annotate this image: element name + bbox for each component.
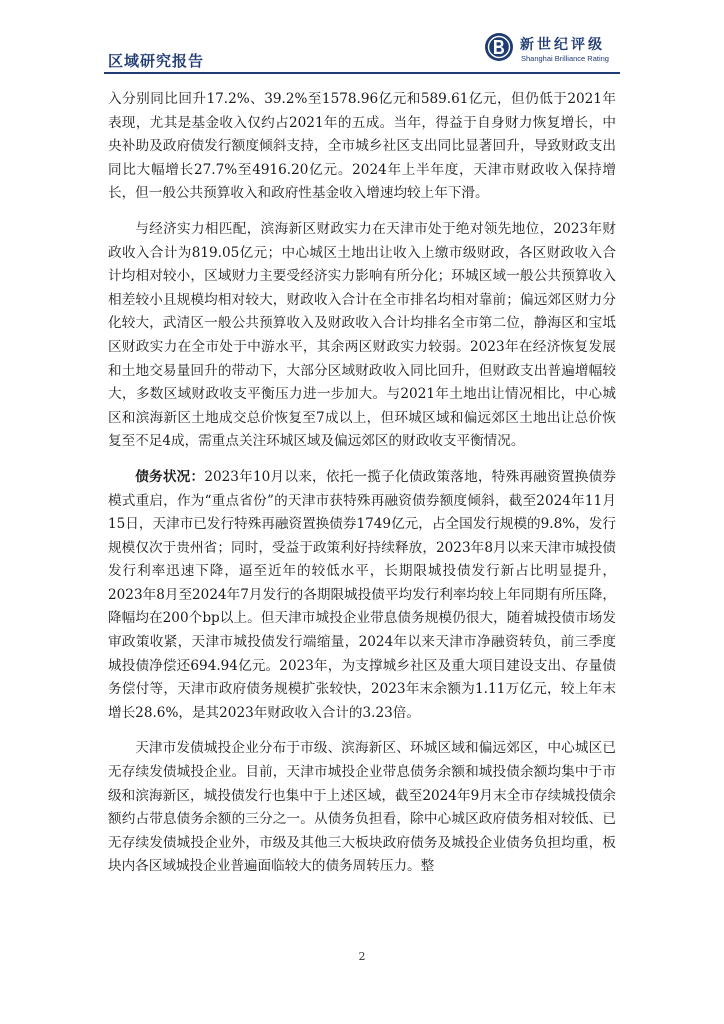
- report-body: [108, 88, 616, 891]
- brilliance-logo-icon: [484, 32, 514, 62]
- body-paragraph: [108, 218, 616, 454]
- paragraph-text: 与经济实力相匹配，滨海新区财政实力在天津市处于绝对领先地位，2023年财政收入合计为819.05亿元；中心城区土地出让收入上缴市级财政，各区财政收入合计均相对较小，区域财力主要受经济实力影响有所分化；环城区域一般公共预算收入相差较小且规模均相对较大，财政收入合计在全市排名均相对靠前；偏远郊区财力分化较大，武清区一般公共预算收入及财政收入合计均排名全市第二位，静海区和宝坻区财政实力在全市处于中游水平，其余两区财政实力较弱。2023年在经济恢复发展和土地交易量回升的带动下，大部分区域财政收入同比回升，但财政支出普遍增幅较大，多数区域财政收支平衡压力进一步加大。与2021年土地出让情况相比，中心城区和滨海新区土地成交总价恢复至7成以上，但环城区域和偏远郊区土地出让总价恢复至不足4成，需重点关注环城区域及偏远郊区的财政收支平衡情况。: [108, 220, 616, 450]
- logo-name-en: Shanghai Brilliance Rating: [521, 54, 609, 63]
- body-paragraph: [108, 88, 616, 206]
- paragraph-text: 天津市发债城投企业分布于市级、滨海新区、环城区域和偏远郊区，中心城区已无存续发债城投企业。目前，天津市城投企业带息债务余额和城投债余额均集中于市级和滨海新区，城投债发行也集中于上述区域，截至2024年9月末全市存续城投债余额约占带息债务余额的三分之一。从债务负担看，除中心城区政府债务相对较低、已无存续发债城投企业外，市级及其他三大板块政府债务及城投企业债务负担均重，板块内各区域城投企业普遍面临较大的债务周转压力。整: [108, 740, 616, 875]
- company-logo: [484, 30, 624, 70]
- header-divider: [104, 72, 620, 74]
- body-paragraph: [108, 737, 616, 879]
- logo-name-cn: 新世纪评级: [520, 37, 605, 53]
- page-header: [0, 0, 724, 78]
- paragraph-text: 入分别同比回升17.2%、39.2%至1578.96亿元和589.61亿元，但仍低于2021年表现，尤其是基金收入仅约占2021年的五成。当年，得益于自身财力恢复增长，中央补助及政府债发行额度倾斜支持，全市城乡社区支出同比显著回升，导致财政支出同比大幅增长27.7%至4916.20亿元。2024年上半年度，天津市财政收入保持增长，但一般公共预算收入和政府性基金收入增速均较上年下滑。: [108, 91, 616, 202]
- paragraph-text: 2023年10月以来，依托一揽子化债政策落地，特殊再融资置换债券模式重启，作为“重点省份”的天津市获特殊再融资债券额度倾斜，截至2024年11月15日，天津市已发行特殊再融资置换债券1749亿元，占全国发行规模的9.8%，发行规模仅次于贵州省；同时，受益于政策利好持续释放，2023年8月以来天津市城投债发行利率迅速下降，逼至近年的较低水平，长期限城投债发行新占比明显提升，2023年8月至2024年7月发行的各期限城投债平均发行利率均较上年同期有所压降，降幅均在200个bp以上。但天津市城投企业带息债务规模仍很大，随着城投债市场发审政策收紧，天津市城投债发行端缩量，2024年以来天津市净融资转负，前三季度城投债净偿还694.94亿元。2023年，为支撑城乡社区及重大项目建设支出、存量债务偿付等，天津市政府债务规模扩张较快，2023年末余额为1.11万亿元，较上年末增长28.6%，是其2023年财政收入合计的3.23倍。: [108, 468, 617, 721]
- body-paragraph: [108, 466, 616, 726]
- page-number: 2: [358, 950, 366, 963]
- paragraph-lead: 债务状况：: [135, 468, 205, 485]
- report-section-title: 区域研究报告: [108, 52, 205, 70]
